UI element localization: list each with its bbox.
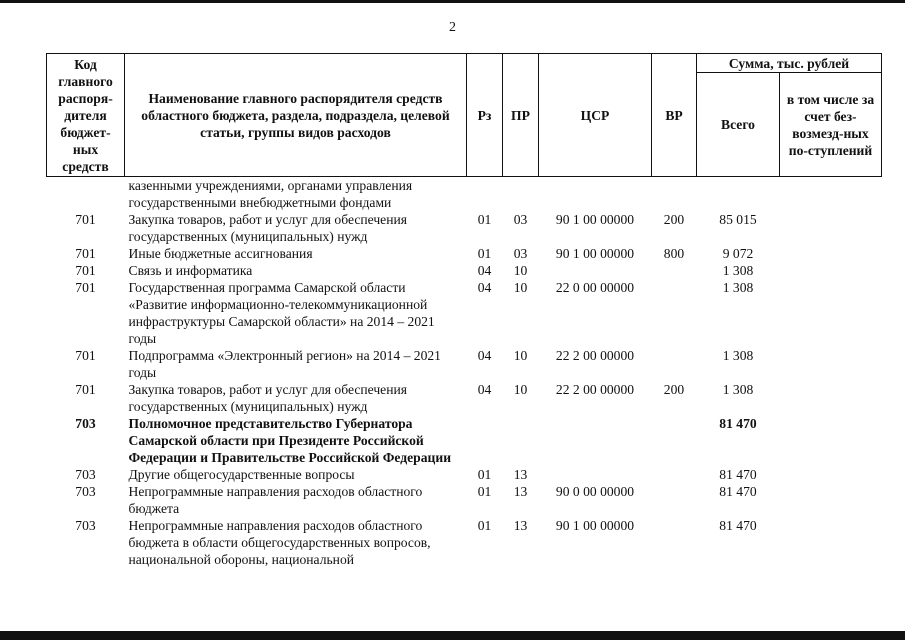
table-row [47, 211, 882, 245]
cell-total: 81 470 [719, 518, 757, 533]
cell-free [780, 381, 882, 415]
cell-pr: 03 [513, 212, 528, 227]
table-row [47, 177, 882, 212]
cell-free [780, 483, 882, 517]
cell-code: 703 [75, 518, 96, 533]
cell-code: 703 [75, 416, 96, 431]
cell-total: 1 308 [722, 382, 754, 397]
cell-csr [539, 262, 652, 279]
table-row [47, 279, 882, 347]
cell-pr: 10 [513, 263, 528, 278]
header-csr: ЦСР [539, 54, 652, 177]
header-free: в том числе за счет без-возмезд-ных по-ступлений [780, 73, 882, 177]
cell-free [780, 517, 882, 568]
cell-vr: 200 [663, 382, 685, 397]
cell-vr: 800 [663, 246, 685, 261]
table-row [47, 483, 882, 517]
cell-pr: 03 [513, 246, 528, 261]
cell-name: Закупка товаров, работ и услуг для обеспечения государственных (муниципальных) нужд [128, 382, 407, 414]
cell-name: Подпрограмма «Электронный регион» на 2014 – 2021 годы [128, 348, 441, 380]
header-pr: ПР [503, 54, 539, 177]
cell-pr: 13 [513, 484, 528, 499]
cell-rz: 04 [477, 263, 492, 278]
cell-total: 81 470 [719, 416, 757, 431]
cell-name: Полномочное представительство Губернатора Самарской области при Президенте Российской Федерации и Правительстве Российской Федерации [128, 416, 452, 465]
table-row [47, 415, 882, 466]
cell-vr [652, 177, 697, 212]
top-border [0, 0, 905, 3]
cell-vr [652, 517, 697, 568]
cell-rz: 01 [477, 518, 492, 533]
cell-free [780, 279, 882, 347]
cell-total: 85 015 [719, 212, 757, 227]
cell-rz: 04 [477, 382, 492, 397]
cell-rz: 01 [477, 467, 492, 482]
cell-rz: 01 [477, 246, 492, 261]
table-row [47, 347, 882, 381]
cell-code: 701 [75, 212, 96, 227]
table-body [47, 177, 882, 569]
cell-csr: 22 2 00 00000 [555, 348, 635, 363]
cell-name: Непрограммные направления расходов областного бюджета [128, 484, 423, 516]
cell-pr: 10 [513, 280, 528, 295]
header-vr: ВР [652, 54, 697, 177]
budget-table [46, 53, 882, 568]
cell-total: 1 308 [722, 348, 754, 363]
cell-csr: 22 0 00 00000 [555, 280, 635, 295]
cell-free [780, 466, 882, 483]
cell-total: 81 470 [719, 467, 757, 482]
cell-pr: 13 [513, 518, 528, 533]
table-row [47, 517, 882, 568]
cell-total: 1 308 [722, 263, 754, 278]
cell-csr [539, 466, 652, 483]
cell-rz: 01 [477, 212, 492, 227]
cell-total [697, 177, 780, 212]
cell-rz: 01 [477, 484, 492, 499]
cell-code: 701 [75, 263, 96, 278]
cell-free [780, 245, 882, 262]
cell-vr [652, 262, 697, 279]
table-row [47, 381, 882, 415]
cell-code: 703 [75, 484, 96, 499]
page-number: 2 [449, 20, 456, 35]
table-row [47, 262, 882, 279]
cell-rz [467, 415, 503, 466]
cell-total: 9 072 [722, 246, 754, 261]
header-code: Код главного распоря-дителя бюджет-ных средств [47, 54, 125, 177]
cell-name: Закупка товаров, работ и услуг для обеспечения государственных (муниципальных) нужд [128, 212, 407, 244]
cell-vr [652, 347, 697, 381]
table-row [47, 245, 882, 262]
cell-vr [652, 279, 697, 347]
cell-code: 701 [75, 280, 96, 295]
cell-total: 81 470 [719, 484, 757, 499]
cell-vr [652, 466, 697, 483]
cell-rz [467, 177, 503, 212]
cell-csr [539, 177, 652, 212]
cell-rz: 04 [477, 348, 492, 363]
cell-free [780, 262, 882, 279]
cell-free [780, 211, 882, 245]
cell-name: Государственная программа Самарской области «Развитие информационно-телекоммуникационной инфраструктуры Самарской области» на 2014 – 2021 годы [128, 280, 435, 346]
cell-free [780, 177, 882, 212]
header-rz: Рз [467, 54, 503, 177]
cell-code: 701 [75, 382, 96, 397]
cell-name: Связь и информатика [128, 263, 253, 278]
table-row [47, 466, 882, 483]
cell-vr [652, 483, 697, 517]
cell-code: 701 [75, 246, 96, 261]
cell-csr: 22 2 00 00000 [555, 382, 635, 397]
cell-csr: 90 1 00 00000 [555, 246, 635, 261]
cell-total: 1 308 [722, 280, 754, 295]
cell-name: казенными учреждениями, органами управления государственными внебюджетными фондами [128, 178, 413, 210]
cell-pr [503, 177, 539, 212]
cell-pr [503, 415, 539, 466]
cell-free [780, 415, 882, 466]
header-total: Всего [697, 73, 780, 177]
cell-pr: 10 [513, 382, 528, 397]
header-sum-group: Сумма, тыс. рублей [697, 54, 882, 73]
header-row-1 [47, 54, 882, 73]
cell-code [47, 177, 125, 212]
cell-vr: 200 [663, 212, 685, 227]
cell-csr: 90 1 00 00000 [555, 212, 635, 227]
header-name: Наименование главного распорядителя средств областного бюджета, раздела, подраздела, целевой статьи, группы видов расходов [125, 54, 467, 177]
cell-pr: 10 [513, 348, 528, 363]
cell-name: Иные бюджетные ассигнования [128, 246, 313, 261]
cell-code: 703 [75, 467, 96, 482]
cell-rz: 04 [477, 280, 492, 295]
cell-csr [539, 415, 652, 466]
cell-vr [652, 415, 697, 466]
bottom-border [0, 631, 905, 640]
cell-code: 701 [75, 348, 96, 363]
cell-name: Непрограммные направления расходов областного бюджета в области общегосударственных вопросов, национальной обороны, национальной [128, 518, 431, 567]
cell-csr: 90 0 00 00000 [555, 484, 635, 499]
cell-name: Другие общегосударственные вопросы [128, 467, 355, 482]
cell-free [780, 347, 882, 381]
cell-pr: 13 [513, 467, 528, 482]
cell-csr: 90 1 00 00000 [555, 518, 635, 533]
